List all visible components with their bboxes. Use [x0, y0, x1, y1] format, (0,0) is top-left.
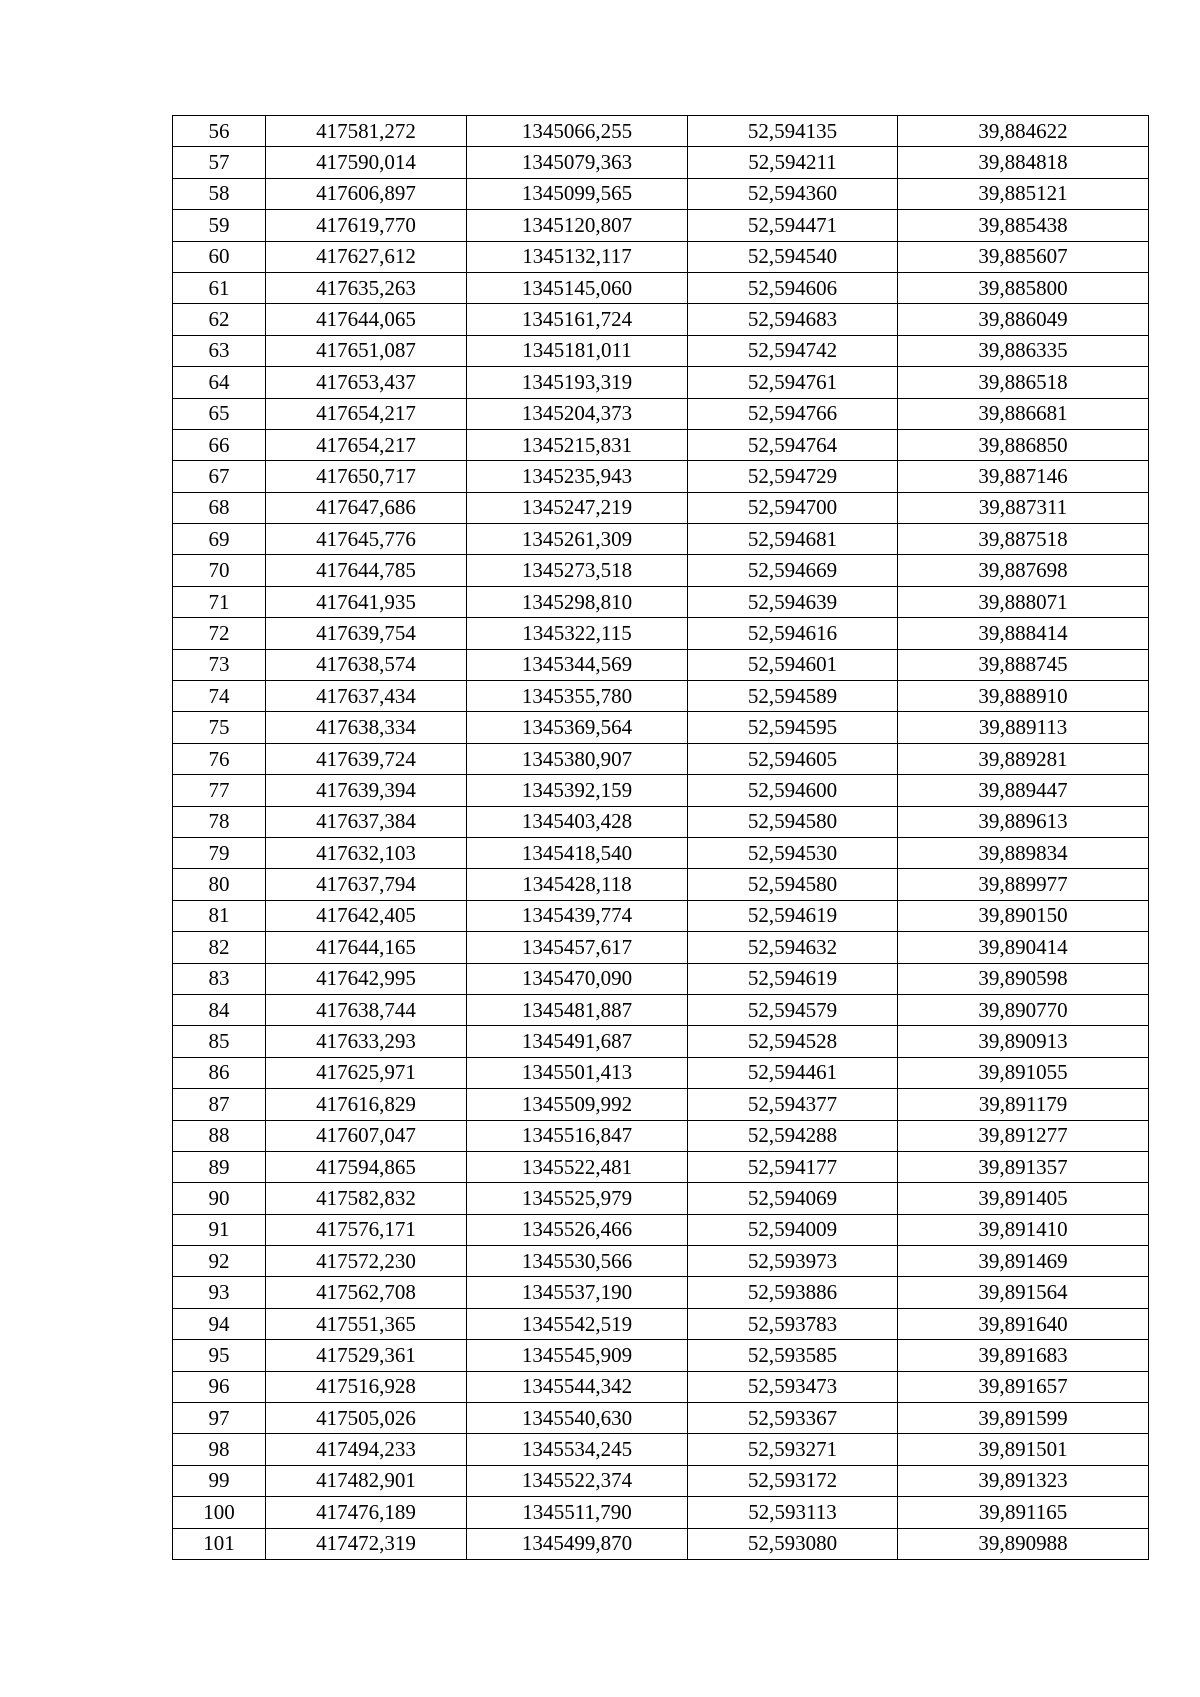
longitude-cell: 39,891055 [898, 1057, 1149, 1088]
table-row [173, 1057, 1149, 1088]
point-number-cell: 58 [173, 178, 266, 209]
longitude-cell: 39,891165 [898, 1497, 1149, 1528]
latitude-cell: 52,594681 [688, 524, 898, 555]
table-row [173, 1026, 1149, 1057]
longitude-cell: 39,888910 [898, 681, 1149, 712]
latitude-cell: 52,594135 [688, 116, 898, 147]
table-row [173, 241, 1149, 272]
y-coordinate-cell: 1345522,374 [467, 1465, 688, 1496]
table-row [173, 1497, 1149, 1528]
x-coordinate-cell: 417645,776 [266, 524, 467, 555]
table-row [173, 304, 1149, 335]
latitude-cell: 52,594595 [688, 712, 898, 743]
x-coordinate-cell: 417651,087 [266, 335, 467, 366]
x-coordinate-cell: 417582,832 [266, 1183, 467, 1214]
x-coordinate-cell: 417576,171 [266, 1214, 467, 1245]
y-coordinate-cell: 1345545,909 [467, 1340, 688, 1371]
longitude-cell: 39,891501 [898, 1434, 1149, 1465]
latitude-cell: 52,594683 [688, 304, 898, 335]
x-coordinate-cell: 417637,384 [266, 806, 467, 837]
table-row [173, 681, 1149, 712]
x-coordinate-cell: 417625,971 [266, 1057, 467, 1088]
latitude-cell: 52,593973 [688, 1246, 898, 1277]
x-coordinate-cell: 417639,724 [266, 743, 467, 774]
point-number-cell: 64 [173, 367, 266, 398]
table-row [173, 555, 1149, 586]
table-row [173, 1246, 1149, 1277]
table-row [173, 963, 1149, 994]
x-coordinate-cell: 417654,217 [266, 398, 467, 429]
longitude-cell: 39,889281 [898, 743, 1149, 774]
table-row [173, 618, 1149, 649]
point-number-cell: 97 [173, 1403, 266, 1434]
longitude-cell: 39,889613 [898, 806, 1149, 837]
longitude-cell: 39,891323 [898, 1465, 1149, 1496]
y-coordinate-cell: 1345273,518 [467, 555, 688, 586]
table-row [173, 900, 1149, 931]
table-row [173, 1403, 1149, 1434]
latitude-cell: 52,594632 [688, 932, 898, 963]
longitude-cell: 39,891410 [898, 1214, 1149, 1245]
latitude-cell: 52,594639 [688, 586, 898, 617]
table-row [173, 1528, 1149, 1559]
y-coordinate-cell: 1345380,907 [467, 743, 688, 774]
point-number-cell: 95 [173, 1340, 266, 1371]
y-coordinate-cell: 1345537,190 [467, 1277, 688, 1308]
latitude-cell: 52,594211 [688, 147, 898, 178]
y-coordinate-cell: 1345516,847 [467, 1120, 688, 1151]
point-number-cell: 90 [173, 1183, 266, 1214]
point-number-cell: 73 [173, 649, 266, 680]
table-row [173, 712, 1149, 743]
y-coordinate-cell: 1345066,255 [467, 116, 688, 147]
longitude-cell: 39,890770 [898, 994, 1149, 1025]
table-row [173, 1151, 1149, 1182]
point-number-cell: 93 [173, 1277, 266, 1308]
latitude-cell: 52,594766 [688, 398, 898, 429]
latitude-cell: 52,593172 [688, 1465, 898, 1496]
y-coordinate-cell: 1345298,810 [467, 586, 688, 617]
y-coordinate-cell: 1345120,807 [467, 210, 688, 241]
y-coordinate-cell: 1345534,245 [467, 1434, 688, 1465]
table-row [173, 429, 1149, 460]
latitude-cell: 52,594669 [688, 555, 898, 586]
y-coordinate-cell: 1345470,090 [467, 963, 688, 994]
table-row [173, 210, 1149, 241]
table-row [173, 147, 1149, 178]
point-number-cell: 101 [173, 1528, 266, 1559]
point-number-cell: 87 [173, 1089, 266, 1120]
latitude-cell: 52,594600 [688, 775, 898, 806]
point-number-cell: 80 [173, 869, 266, 900]
x-coordinate-cell: 417632,103 [266, 837, 467, 868]
x-coordinate-cell: 417644,065 [266, 304, 467, 335]
y-coordinate-cell: 1345418,540 [467, 837, 688, 868]
x-coordinate-cell: 417476,189 [266, 1497, 467, 1528]
table-row [173, 649, 1149, 680]
latitude-cell: 52,594360 [688, 178, 898, 209]
longitude-cell: 39,885438 [898, 210, 1149, 241]
table-row [173, 367, 1149, 398]
x-coordinate-cell: 417482,901 [266, 1465, 467, 1496]
table-row [173, 178, 1149, 209]
latitude-cell: 52,594601 [688, 649, 898, 680]
y-coordinate-cell: 1345161,724 [467, 304, 688, 335]
table-row [173, 1277, 1149, 1308]
y-coordinate-cell: 1345145,060 [467, 272, 688, 303]
x-coordinate-cell: 417616,829 [266, 1089, 467, 1120]
longitude-cell: 39,887518 [898, 524, 1149, 555]
x-coordinate-cell: 417633,293 [266, 1026, 467, 1057]
latitude-cell: 52,594579 [688, 994, 898, 1025]
x-coordinate-cell: 417627,612 [266, 241, 467, 272]
y-coordinate-cell: 1345509,992 [467, 1089, 688, 1120]
x-coordinate-cell: 417650,717 [266, 461, 467, 492]
point-number-cell: 78 [173, 806, 266, 837]
y-coordinate-cell: 1345247,219 [467, 492, 688, 523]
longitude-cell: 39,891599 [898, 1403, 1149, 1434]
point-number-cell: 66 [173, 429, 266, 460]
latitude-cell: 52,594619 [688, 963, 898, 994]
table-row [173, 586, 1149, 617]
longitude-cell: 39,890414 [898, 932, 1149, 963]
x-coordinate-cell: 417653,437 [266, 367, 467, 398]
point-number-cell: 88 [173, 1120, 266, 1151]
x-coordinate-cell: 417641,935 [266, 586, 467, 617]
y-coordinate-cell: 1345261,309 [467, 524, 688, 555]
table-row [173, 116, 1149, 147]
longitude-cell: 39,886681 [898, 398, 1149, 429]
point-number-cell: 81 [173, 900, 266, 931]
y-coordinate-cell: 1345132,117 [467, 241, 688, 272]
point-number-cell: 74 [173, 681, 266, 712]
table-row [173, 1465, 1149, 1496]
point-number-cell: 71 [173, 586, 266, 617]
latitude-cell: 52,594605 [688, 743, 898, 774]
y-coordinate-cell: 1345542,519 [467, 1308, 688, 1339]
table-row [173, 869, 1149, 900]
x-coordinate-cell: 417590,014 [266, 147, 467, 178]
y-coordinate-cell: 1345079,363 [467, 147, 688, 178]
point-number-cell: 94 [173, 1308, 266, 1339]
latitude-cell: 52,593113 [688, 1497, 898, 1528]
longitude-cell: 39,891640 [898, 1308, 1149, 1339]
point-number-cell: 70 [173, 555, 266, 586]
point-number-cell: 68 [173, 492, 266, 523]
latitude-cell: 52,594742 [688, 335, 898, 366]
x-coordinate-cell: 417638,574 [266, 649, 467, 680]
table-row [173, 492, 1149, 523]
latitude-cell: 52,593585 [688, 1340, 898, 1371]
y-coordinate-cell: 1345457,617 [467, 932, 688, 963]
y-coordinate-cell: 1345501,413 [467, 1057, 688, 1088]
coordinates-table-body [173, 116, 1149, 1560]
latitude-cell: 52,594528 [688, 1026, 898, 1057]
longitude-cell: 39,886518 [898, 367, 1149, 398]
longitude-cell: 39,887698 [898, 555, 1149, 586]
latitude-cell: 52,594530 [688, 837, 898, 868]
table-row [173, 837, 1149, 868]
table-row [173, 775, 1149, 806]
table-row [173, 335, 1149, 366]
point-number-cell: 100 [173, 1497, 266, 1528]
latitude-cell: 52,594761 [688, 367, 898, 398]
longitude-cell: 39,888414 [898, 618, 1149, 649]
longitude-cell: 39,886850 [898, 429, 1149, 460]
table-row [173, 1340, 1149, 1371]
longitude-cell: 39,891277 [898, 1120, 1149, 1151]
y-coordinate-cell: 1345439,774 [467, 900, 688, 931]
point-number-cell: 83 [173, 963, 266, 994]
longitude-cell: 39,891179 [898, 1089, 1149, 1120]
y-coordinate-cell: 1345491,687 [467, 1026, 688, 1057]
table-row [173, 524, 1149, 555]
table-row [173, 994, 1149, 1025]
longitude-cell: 39,886049 [898, 304, 1149, 335]
table-row [173, 1089, 1149, 1120]
latitude-cell: 52,594540 [688, 241, 898, 272]
y-coordinate-cell: 1345511,790 [467, 1497, 688, 1528]
point-number-cell: 99 [173, 1465, 266, 1496]
y-coordinate-cell: 1345481,887 [467, 994, 688, 1025]
point-number-cell: 57 [173, 147, 266, 178]
point-number-cell: 61 [173, 272, 266, 303]
table-row [173, 1308, 1149, 1339]
point-number-cell: 84 [173, 994, 266, 1025]
x-coordinate-cell: 417637,434 [266, 681, 467, 712]
latitude-cell: 52,593783 [688, 1308, 898, 1339]
latitude-cell: 52,594616 [688, 618, 898, 649]
x-coordinate-cell: 417638,744 [266, 994, 467, 1025]
point-number-cell: 56 [173, 116, 266, 147]
y-coordinate-cell: 1345544,342 [467, 1371, 688, 1402]
point-number-cell: 67 [173, 461, 266, 492]
latitude-cell: 52,593080 [688, 1528, 898, 1559]
y-coordinate-cell: 1345204,373 [467, 398, 688, 429]
coordinates-table [172, 115, 1149, 1560]
latitude-cell: 52,594377 [688, 1089, 898, 1120]
x-coordinate-cell: 417494,233 [266, 1434, 467, 1465]
latitude-cell: 52,594606 [688, 272, 898, 303]
point-number-cell: 75 [173, 712, 266, 743]
latitude-cell: 52,594619 [688, 900, 898, 931]
longitude-cell: 39,890913 [898, 1026, 1149, 1057]
point-number-cell: 63 [173, 335, 266, 366]
longitude-cell: 39,891564 [898, 1277, 1149, 1308]
y-coordinate-cell: 1345522,481 [467, 1151, 688, 1182]
longitude-cell: 39,891683 [898, 1340, 1149, 1371]
table-row [173, 398, 1149, 429]
latitude-cell: 52,593367 [688, 1403, 898, 1434]
longitude-cell: 39,891405 [898, 1183, 1149, 1214]
y-coordinate-cell: 1345499,870 [467, 1528, 688, 1559]
point-number-cell: 98 [173, 1434, 266, 1465]
table-row [173, 1434, 1149, 1465]
point-number-cell: 76 [173, 743, 266, 774]
point-number-cell: 91 [173, 1214, 266, 1245]
latitude-cell: 52,594069 [688, 1183, 898, 1214]
x-coordinate-cell: 417638,334 [266, 712, 467, 743]
x-coordinate-cell: 417639,754 [266, 618, 467, 649]
table-row [173, 932, 1149, 963]
table-row [173, 1120, 1149, 1151]
x-coordinate-cell: 417594,865 [266, 1151, 467, 1182]
point-number-cell: 62 [173, 304, 266, 335]
y-coordinate-cell: 1345215,831 [467, 429, 688, 460]
x-coordinate-cell: 417619,770 [266, 210, 467, 241]
latitude-cell: 52,594764 [688, 429, 898, 460]
x-coordinate-cell: 417551,365 [266, 1308, 467, 1339]
longitude-cell: 39,887146 [898, 461, 1149, 492]
x-coordinate-cell: 417562,708 [266, 1277, 467, 1308]
y-coordinate-cell: 1345344,569 [467, 649, 688, 680]
latitude-cell: 52,594729 [688, 461, 898, 492]
longitude-cell: 39,889834 [898, 837, 1149, 868]
point-number-cell: 65 [173, 398, 266, 429]
longitude-cell: 39,889447 [898, 775, 1149, 806]
x-coordinate-cell: 417572,230 [266, 1246, 467, 1277]
x-coordinate-cell: 417581,272 [266, 116, 467, 147]
point-number-cell: 86 [173, 1057, 266, 1088]
x-coordinate-cell: 417644,785 [266, 555, 467, 586]
table-row [173, 743, 1149, 774]
point-number-cell: 77 [173, 775, 266, 806]
table-row [173, 806, 1149, 837]
y-coordinate-cell: 1345322,115 [467, 618, 688, 649]
y-coordinate-cell: 1345530,566 [467, 1246, 688, 1277]
y-coordinate-cell: 1345540,630 [467, 1403, 688, 1434]
latitude-cell: 52,594177 [688, 1151, 898, 1182]
table-row [173, 1214, 1149, 1245]
longitude-cell: 39,889977 [898, 869, 1149, 900]
point-number-cell: 59 [173, 210, 266, 241]
latitude-cell: 52,594471 [688, 210, 898, 241]
x-coordinate-cell: 417654,217 [266, 429, 467, 460]
latitude-cell: 52,594589 [688, 681, 898, 712]
longitude-cell: 39,888071 [898, 586, 1149, 617]
latitude-cell: 52,594700 [688, 492, 898, 523]
latitude-cell: 52,594580 [688, 869, 898, 900]
latitude-cell: 52,594580 [688, 806, 898, 837]
y-coordinate-cell: 1345181,011 [467, 335, 688, 366]
y-coordinate-cell: 1345099,565 [467, 178, 688, 209]
x-coordinate-cell: 417637,794 [266, 869, 467, 900]
longitude-cell: 39,891469 [898, 1246, 1149, 1277]
latitude-cell: 52,594461 [688, 1057, 898, 1088]
y-coordinate-cell: 1345428,118 [467, 869, 688, 900]
x-coordinate-cell: 417516,928 [266, 1371, 467, 1402]
y-coordinate-cell: 1345193,319 [467, 367, 688, 398]
longitude-cell: 39,889113 [898, 712, 1149, 743]
table-row [173, 272, 1149, 303]
point-number-cell: 72 [173, 618, 266, 649]
longitude-cell: 39,885800 [898, 272, 1149, 303]
y-coordinate-cell: 1345526,466 [467, 1214, 688, 1245]
longitude-cell: 39,890988 [898, 1528, 1149, 1559]
y-coordinate-cell: 1345235,943 [467, 461, 688, 492]
longitude-cell: 39,890150 [898, 900, 1149, 931]
latitude-cell: 52,594288 [688, 1120, 898, 1151]
longitude-cell: 39,891357 [898, 1151, 1149, 1182]
point-number-cell: 85 [173, 1026, 266, 1057]
table-row [173, 1371, 1149, 1402]
point-number-cell: 92 [173, 1246, 266, 1277]
x-coordinate-cell: 417635,263 [266, 272, 467, 303]
x-coordinate-cell: 417472,319 [266, 1528, 467, 1559]
y-coordinate-cell: 1345403,428 [467, 806, 688, 837]
longitude-cell: 39,884622 [898, 116, 1149, 147]
latitude-cell: 52,594009 [688, 1214, 898, 1245]
longitude-cell: 39,891657 [898, 1371, 1149, 1402]
point-number-cell: 60 [173, 241, 266, 272]
point-number-cell: 82 [173, 932, 266, 963]
point-number-cell: 79 [173, 837, 266, 868]
x-coordinate-cell: 417505,026 [266, 1403, 467, 1434]
longitude-cell: 39,887311 [898, 492, 1149, 523]
longitude-cell: 39,888745 [898, 649, 1149, 680]
longitude-cell: 39,885121 [898, 178, 1149, 209]
point-number-cell: 96 [173, 1371, 266, 1402]
y-coordinate-cell: 1345392,159 [467, 775, 688, 806]
x-coordinate-cell: 417642,995 [266, 963, 467, 994]
point-number-cell: 89 [173, 1151, 266, 1182]
y-coordinate-cell: 1345355,780 [467, 681, 688, 712]
point-number-cell: 69 [173, 524, 266, 555]
y-coordinate-cell: 1345525,979 [467, 1183, 688, 1214]
x-coordinate-cell: 417606,897 [266, 178, 467, 209]
longitude-cell: 39,885607 [898, 241, 1149, 272]
longitude-cell: 39,884818 [898, 147, 1149, 178]
latitude-cell: 52,593886 [688, 1277, 898, 1308]
longitude-cell: 39,886335 [898, 335, 1149, 366]
table-row [173, 1183, 1149, 1214]
x-coordinate-cell: 417639,394 [266, 775, 467, 806]
longitude-cell: 39,890598 [898, 963, 1149, 994]
latitude-cell: 52,593271 [688, 1434, 898, 1465]
x-coordinate-cell: 417529,361 [266, 1340, 467, 1371]
x-coordinate-cell: 417607,047 [266, 1120, 467, 1151]
y-coordinate-cell: 1345369,564 [467, 712, 688, 743]
x-coordinate-cell: 417642,405 [266, 900, 467, 931]
x-coordinate-cell: 417647,686 [266, 492, 467, 523]
latitude-cell: 52,593473 [688, 1371, 898, 1402]
table-row [173, 461, 1149, 492]
x-coordinate-cell: 417644,165 [266, 932, 467, 963]
